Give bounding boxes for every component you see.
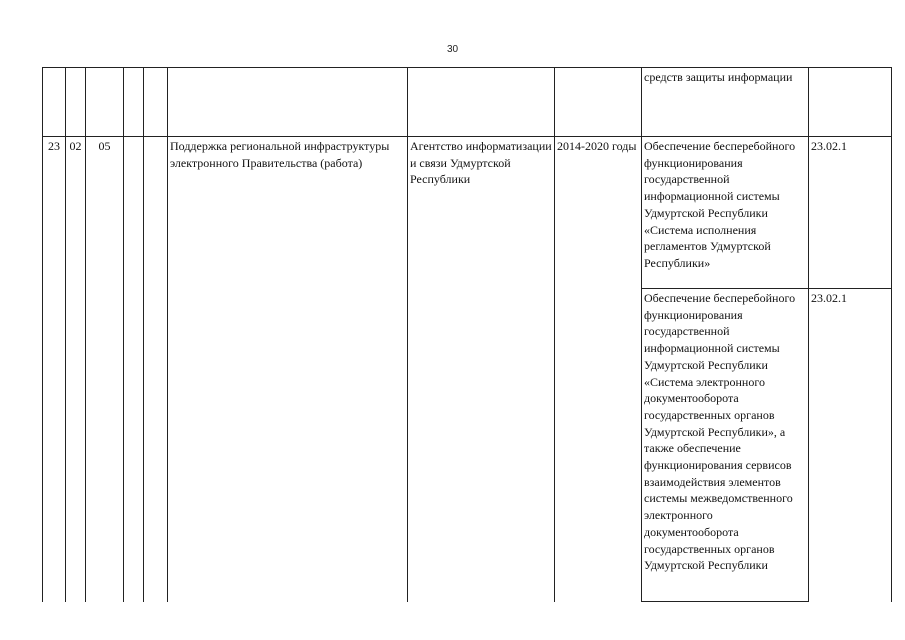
cell-ref: 23.02.1: [809, 289, 892, 602]
cell-executor: [408, 68, 555, 137]
cell-code3: [86, 68, 124, 137]
cell-code5: [144, 68, 168, 137]
cell-name: Поддержка региональной инфраструктуры электронного Правительства (работа): [168, 137, 408, 602]
cell-code4: [124, 68, 144, 137]
cell-result: средств защиты информации: [642, 68, 809, 137]
page-number: 30: [446, 44, 459, 55]
cell-code2: 02: [66, 137, 86, 602]
cell-ref: 23.02.1: [809, 137, 892, 289]
cell-result: Обеспечение бесперебойного функционирования государственной информационной системы Удмуртской Республики «Система электронного документооборота государственных органов Удмуртской Республики», а также обеспечение функционирования сервисов взаимодействия элементов системы межведомственного электронного документооборота государственных органов Удмуртской Республики: [642, 289, 809, 602]
cell-code1: [43, 68, 66, 137]
table-row-continuation: [43, 68, 892, 137]
cell-period: [555, 68, 642, 137]
cell-code2: [66, 68, 86, 137]
cell-result: Обеспечение бесперебойного функционирования государственной информационной системы Удмуртской Республики «Система исполнения регламентов Удмуртской Республики»: [642, 137, 809, 289]
cell-ref: [809, 68, 892, 137]
cell-code3: 05: [86, 137, 124, 602]
cell-code1: 23: [43, 137, 66, 602]
program-table: [42, 67, 892, 602]
cell-executor: Агентство информатизации и связи Удмуртской Республики: [408, 137, 555, 602]
table-row: [43, 137, 892, 289]
cell-name: [168, 68, 408, 137]
cell-code5: [144, 137, 168, 602]
cell-period: 2014-2020 годы: [555, 137, 642, 602]
cell-code4: [124, 137, 144, 602]
